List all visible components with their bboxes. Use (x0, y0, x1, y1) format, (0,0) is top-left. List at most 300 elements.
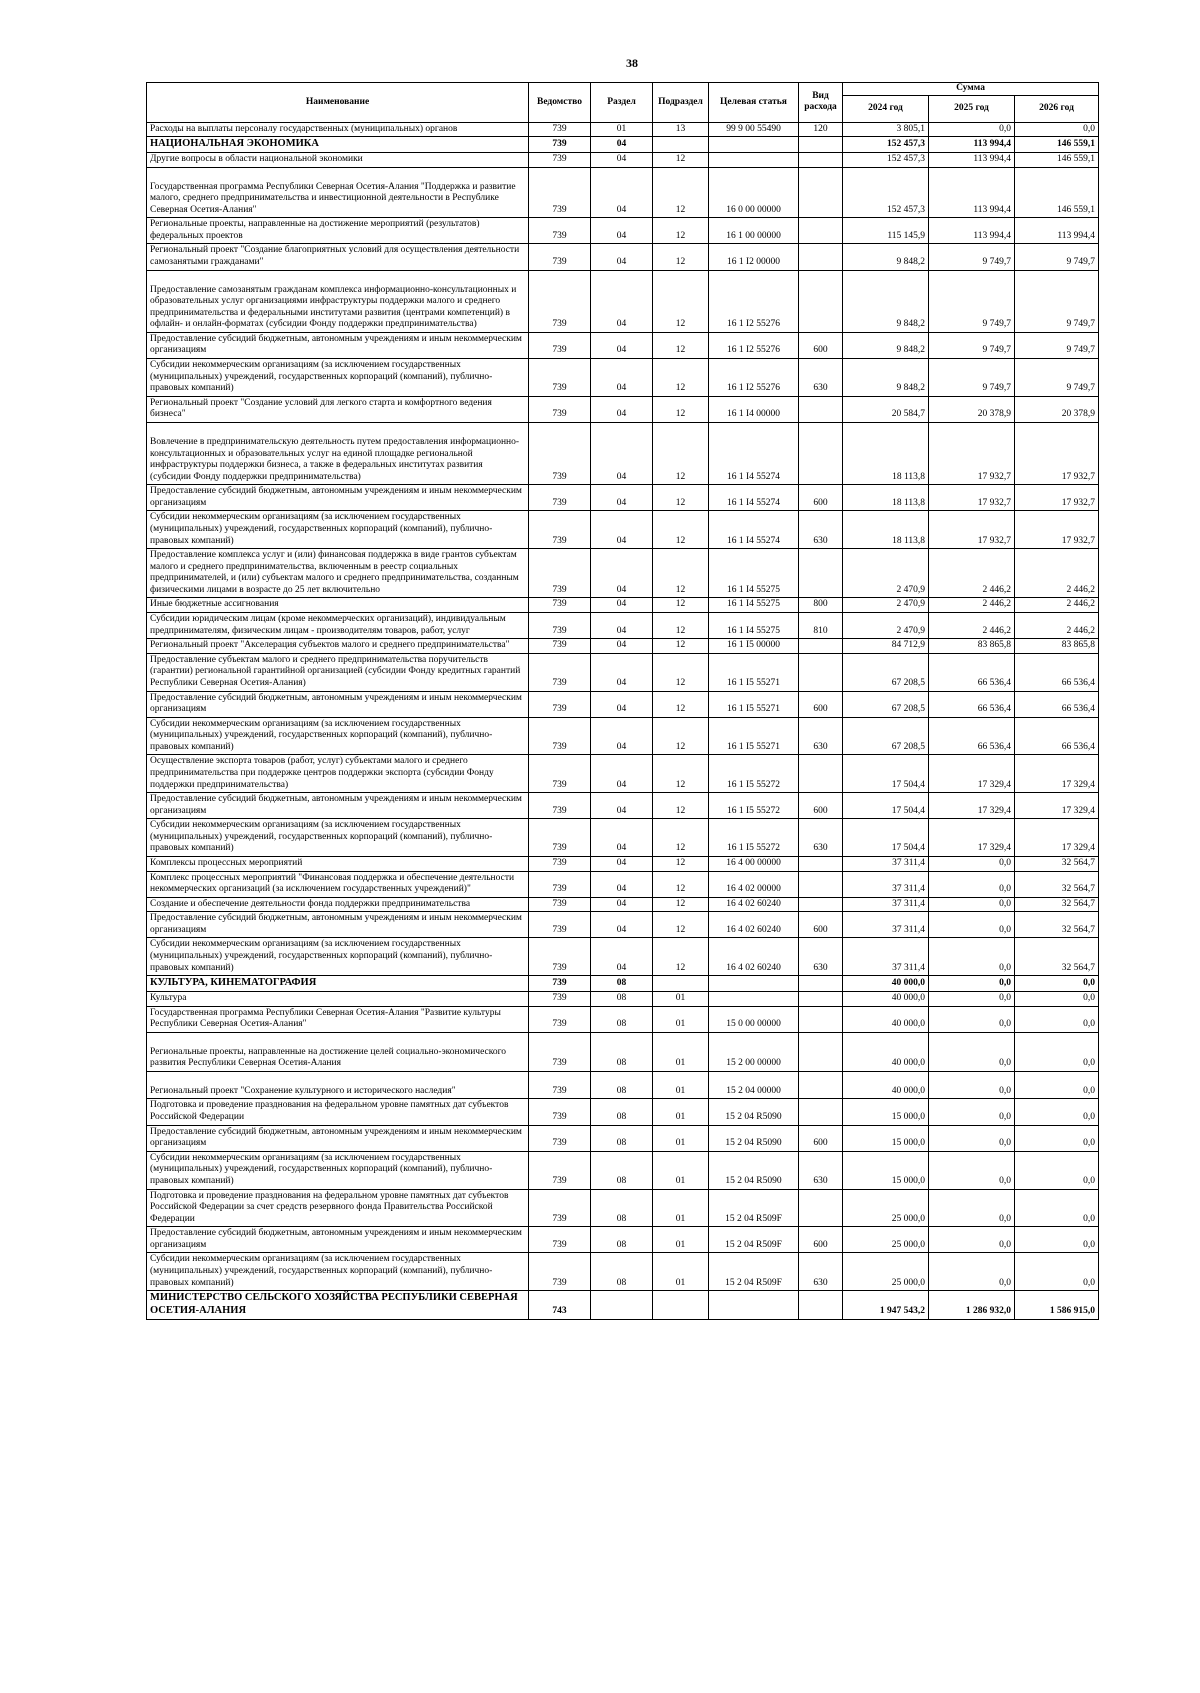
row-dept: 739 (529, 244, 591, 270)
row-amount-2024: 40 000,0 (843, 1006, 929, 1032)
row-amount-2026: 17 329,4 (1015, 793, 1099, 819)
row-exp-type: 630 (799, 717, 843, 755)
row-exp-type (799, 422, 843, 484)
row-amount-2026: 0,0 (1015, 122, 1099, 137)
row-amount-2024: 84 712,9 (843, 639, 929, 654)
row-article: 15 0 00 00000 (709, 1006, 799, 1032)
row-amount-2025: 0,0 (929, 938, 1015, 976)
row-amount-2024: 1 947 543,2 (843, 1291, 929, 1320)
row-amount-2026: 0,0 (1015, 1151, 1099, 1189)
row-subsection: 01 (653, 1099, 709, 1125)
row-dept: 739 (529, 137, 591, 153)
row-amount-2026: 32 564,7 (1015, 857, 1099, 872)
row-amount-2026: 66 536,4 (1015, 717, 1099, 755)
row-dept: 739 (529, 218, 591, 244)
row-amount-2026: 113 994,4 (1015, 218, 1099, 244)
row-exp-type: 630 (799, 511, 843, 549)
row-article: 16 4 02 60240 (709, 938, 799, 976)
row-article (709, 976, 799, 992)
table-row (147, 1006, 1099, 1032)
row-dept: 739 (529, 819, 591, 857)
row-section: 04 (591, 897, 653, 912)
row-amount-2024: 15 000,0 (843, 1151, 929, 1189)
row-amount-2024: 2 470,9 (843, 613, 929, 639)
row-name: Другие вопросы в области национальной экономики (147, 152, 529, 167)
header-row-top (147, 83, 1099, 96)
row-article (709, 152, 799, 167)
row-amount-2026: 83 865,8 (1015, 639, 1099, 654)
row-dept: 739 (529, 857, 591, 872)
row-subsection (653, 1291, 709, 1320)
row-dept: 739 (529, 1151, 591, 1189)
row-article: 16 1 I4 55274 (709, 422, 799, 484)
table-row (147, 1099, 1099, 1125)
header-2026: 2026 год (1015, 95, 1099, 122)
row-subsection: 01 (653, 1151, 709, 1189)
row-section: 08 (591, 1006, 653, 1032)
row-amount-2026: 2 446,2 (1015, 549, 1099, 598)
budget-table (146, 82, 1099, 1320)
table-row (147, 396, 1099, 422)
row-subsection: 01 (653, 1071, 709, 1099)
row-dept: 739 (529, 122, 591, 137)
row-amount-2025: 9 749,7 (929, 332, 1015, 358)
row-dept: 739 (529, 1071, 591, 1099)
row-exp-type: 630 (799, 359, 843, 397)
row-amount-2025: 17 329,4 (929, 819, 1015, 857)
row-section: 04 (591, 270, 653, 332)
row-name: Региональные проекты, направленные на достижение целей социально-экономического развития Республики Северная Осетия-Алания (147, 1032, 529, 1071)
row-dept: 739 (529, 1189, 591, 1227)
row-amount-2026: 9 749,7 (1015, 359, 1099, 397)
row-name: НАЦИОНАЛЬНАЯ ЭКОНОМИКА (147, 137, 529, 153)
row-amount-2025: 9 749,7 (929, 359, 1015, 397)
table-row (147, 857, 1099, 872)
row-amount-2026: 32 564,7 (1015, 938, 1099, 976)
row-exp-type: 600 (799, 1125, 843, 1151)
row-section: 04 (591, 755, 653, 793)
row-amount-2026: 0,0 (1015, 1227, 1099, 1253)
row-amount-2026: 66 536,4 (1015, 653, 1099, 691)
row-subsection: 12 (653, 485, 709, 511)
row-amount-2025: 66 536,4 (929, 691, 1015, 717)
row-article: 16 4 02 00000 (709, 871, 799, 897)
row-amount-2026: 0,0 (1015, 1125, 1099, 1151)
row-article: 15 2 04 00000 (709, 1071, 799, 1099)
row-exp-type (799, 897, 843, 912)
row-subsection: 01 (653, 1253, 709, 1291)
row-amount-2024: 15 000,0 (843, 1099, 929, 1125)
row-amount-2026: 20 378,9 (1015, 396, 1099, 422)
row-amount-2024: 18 113,8 (843, 485, 929, 511)
row-subsection: 12 (653, 755, 709, 793)
table-row (147, 976, 1099, 992)
row-article: 16 4 00 00000 (709, 857, 799, 872)
row-amount-2025: 0,0 (929, 1253, 1015, 1291)
row-amount-2024: 67 208,5 (843, 717, 929, 755)
row-amount-2024: 37 311,4 (843, 897, 929, 912)
row-article: 16 0 00 00000 (709, 167, 799, 218)
row-exp-type (799, 871, 843, 897)
row-article: 15 2 04 R5090 (709, 1151, 799, 1189)
row-article: 15 2 00 00000 (709, 1032, 799, 1071)
row-section: 08 (591, 1189, 653, 1227)
row-subsection: 12 (653, 511, 709, 549)
row-name: Субсидии некоммерческим организациям (за исключением государственных (муниципальных) учреждений, государственных корпораций (компаний), публично-правовых компаний) (147, 1253, 529, 1291)
table-row (147, 793, 1099, 819)
row-amount-2025: 17 932,7 (929, 511, 1015, 549)
row-exp-type: 630 (799, 819, 843, 857)
table-row (147, 871, 1099, 897)
row-exp-type (799, 755, 843, 793)
row-amount-2025: 17 329,4 (929, 793, 1015, 819)
row-name: Расходы на выплаты персоналу государственных (муниципальных) органов (147, 122, 529, 137)
row-article: 15 2 04 R509F (709, 1227, 799, 1253)
header-sum: Сумма (843, 83, 1099, 96)
row-amount-2025: 0,0 (929, 1032, 1015, 1071)
row-dept: 739 (529, 511, 591, 549)
row-amount-2026: 9 749,7 (1015, 270, 1099, 332)
row-exp-type: 120 (799, 122, 843, 137)
row-exp-type (799, 270, 843, 332)
table-row (147, 422, 1099, 484)
row-article: 15 2 04 R5090 (709, 1099, 799, 1125)
row-section: 04 (591, 793, 653, 819)
row-section: 04 (591, 218, 653, 244)
row-dept: 739 (529, 691, 591, 717)
row-amount-2025: 0,0 (929, 871, 1015, 897)
row-article: 99 9 00 55490 (709, 122, 799, 137)
header-exp-type: Вид расхода (799, 83, 843, 123)
row-name: Субсидии некоммерческим организациям (за исключением государственных (муниципальных) учреждений, государственных корпораций (компаний), публично-правовых компаний) (147, 359, 529, 397)
row-amount-2026: 146 559,1 (1015, 137, 1099, 153)
row-amount-2025: 66 536,4 (929, 717, 1015, 755)
row-exp-type (799, 137, 843, 153)
row-name: МИНИСТЕРСТВО СЕЛЬСКОГО ХОЗЯЙСТВА РЕСПУБЛИКИ СЕВЕРНАЯ ОСЕТИЯ-АЛАНИЯ (147, 1291, 529, 1320)
row-name: Комплекс процессных мероприятий "Финансовая поддержка и обеспечение деятельности некоммерческих организаций (за исключением государственных учреждений)" (147, 871, 529, 897)
row-subsection: 12 (653, 332, 709, 358)
row-amount-2025: 17 932,7 (929, 422, 1015, 484)
row-dept: 739 (529, 332, 591, 358)
row-article: 16 1 I5 55271 (709, 653, 799, 691)
table-row (147, 653, 1099, 691)
row-section: 04 (591, 332, 653, 358)
row-subsection: 12 (653, 639, 709, 654)
row-amount-2024: 152 457,3 (843, 137, 929, 153)
row-amount-2026: 32 564,7 (1015, 897, 1099, 912)
row-exp-type (799, 244, 843, 270)
row-amount-2026: 9 749,7 (1015, 244, 1099, 270)
row-article: 15 2 04 R5090 (709, 1125, 799, 1151)
row-subsection: 12 (653, 717, 709, 755)
row-exp-type (799, 549, 843, 598)
row-subsection: 12 (653, 613, 709, 639)
table-row (147, 511, 1099, 549)
row-amount-2025: 0,0 (929, 122, 1015, 137)
row-amount-2025: 9 749,7 (929, 270, 1015, 332)
row-amount-2024: 9 848,2 (843, 244, 929, 270)
row-amount-2026: 17 329,4 (1015, 755, 1099, 793)
row-name: Иные бюджетные ассигнования (147, 598, 529, 613)
row-amount-2026: 17 329,4 (1015, 819, 1099, 857)
row-dept: 739 (529, 897, 591, 912)
header-2024: 2024 год (843, 95, 929, 122)
row-amount-2026: 66 536,4 (1015, 691, 1099, 717)
row-section: 08 (591, 1253, 653, 1291)
row-amount-2024: 67 208,5 (843, 691, 929, 717)
row-name: Создание и обеспечение деятельности фонда поддержки предпринимательства (147, 897, 529, 912)
row-section: 04 (591, 598, 653, 613)
row-exp-type (799, 857, 843, 872)
row-amount-2024: 40 000,0 (843, 976, 929, 992)
header-article: Целевая статья (709, 83, 799, 123)
row-amount-2025: 113 994,4 (929, 218, 1015, 244)
row-section: 04 (591, 485, 653, 511)
row-exp-type (799, 1032, 843, 1071)
row-article: 15 2 04 R509F (709, 1189, 799, 1227)
row-dept: 739 (529, 1006, 591, 1032)
row-amount-2024: 17 504,4 (843, 755, 929, 793)
row-subsection: 12 (653, 152, 709, 167)
row-section: 08 (591, 1151, 653, 1189)
row-article: 16 1 I2 55276 (709, 332, 799, 358)
row-section: 04 (591, 653, 653, 691)
row-section: 04 (591, 871, 653, 897)
row-exp-type: 630 (799, 1151, 843, 1189)
row-dept: 739 (529, 938, 591, 976)
row-subsection: 12 (653, 897, 709, 912)
row-name: Предоставление субсидий бюджетным, автономным учреждениям и иным некоммерческим организациям (147, 332, 529, 358)
row-dept: 739 (529, 549, 591, 598)
row-section: 04 (591, 359, 653, 397)
row-dept: 739 (529, 912, 591, 938)
header-2025: 2025 год (929, 95, 1015, 122)
row-dept: 739 (529, 167, 591, 218)
row-dept: 739 (529, 1125, 591, 1151)
header-subsection: Подраздел (653, 83, 709, 123)
row-exp-type (799, 976, 843, 992)
row-amount-2024: 17 504,4 (843, 819, 929, 857)
row-dept: 739 (529, 992, 591, 1007)
row-article: 16 1 I2 00000 (709, 244, 799, 270)
row-section: 04 (591, 613, 653, 639)
row-section: 08 (591, 1032, 653, 1071)
table-row (147, 549, 1099, 598)
row-subsection: 12 (653, 938, 709, 976)
table-row (147, 992, 1099, 1007)
row-subsection: 01 (653, 992, 709, 1007)
row-subsection: 01 (653, 1006, 709, 1032)
table-row (147, 485, 1099, 511)
row-subsection: 12 (653, 396, 709, 422)
row-amount-2024: 67 208,5 (843, 653, 929, 691)
row-section: 08 (591, 1099, 653, 1125)
row-exp-type: 630 (799, 938, 843, 976)
row-exp-type: 810 (799, 613, 843, 639)
row-amount-2025: 17 329,4 (929, 755, 1015, 793)
row-amount-2026: 2 446,2 (1015, 598, 1099, 613)
row-dept: 739 (529, 1099, 591, 1125)
page-number: 38 (626, 56, 638, 70)
row-exp-type: 600 (799, 912, 843, 938)
row-dept: 739 (529, 1032, 591, 1071)
row-name: Региональный проект "Акселерация субъектов малого и среднего предпринимательства" (147, 639, 529, 654)
row-section: 04 (591, 717, 653, 755)
row-article: 16 1 00 00000 (709, 218, 799, 244)
row-section: 08 (591, 1125, 653, 1151)
row-amount-2024: 18 113,8 (843, 511, 929, 549)
row-amount-2025: 66 536,4 (929, 653, 1015, 691)
row-name: Субсидии некоммерческим организациям (за исключением государственных (муниципальных) учреждений, государственных корпораций (компаний), публично-правовых компаний) (147, 819, 529, 857)
row-amount-2024: 37 311,4 (843, 912, 929, 938)
row-dept: 739 (529, 976, 591, 992)
row-article: 16 1 I5 00000 (709, 639, 799, 654)
row-section: 04 (591, 691, 653, 717)
row-amount-2024: 9 848,2 (843, 332, 929, 358)
row-article: 16 1 I5 55272 (709, 755, 799, 793)
row-subsection: 12 (653, 598, 709, 613)
row-amount-2026: 2 446,2 (1015, 613, 1099, 639)
table-row (147, 244, 1099, 270)
table-row (147, 639, 1099, 654)
row-section: 04 (591, 167, 653, 218)
row-name: Подготовка и проведение празднования на федеральном уровне памятных дат субъектов Российской Федерации (147, 1099, 529, 1125)
row-amount-2025: 0,0 (929, 1189, 1015, 1227)
row-name: Предоставление комплекса услуг и (или) финансовая поддержка в виде грантов субъектам малого и среднего предпринимательства, включенным в реестр социальных предпринимателей, и (или) субъектам малого и среднего предпринимательства, созданным физическими лицами в возрасте до 25 лет включительно (147, 549, 529, 598)
row-amount-2025: 0,0 (929, 1099, 1015, 1125)
row-section: 04 (591, 152, 653, 167)
row-article: 16 1 I4 55275 (709, 549, 799, 598)
row-section: 04 (591, 912, 653, 938)
table-row (147, 137, 1099, 153)
table-row (147, 1253, 1099, 1291)
row-exp-type (799, 167, 843, 218)
row-article: 15 2 04 R509F (709, 1253, 799, 1291)
row-name: Предоставление субсидий бюджетным, автономным учреждениям и иным некоммерческим организациям (147, 1125, 529, 1151)
row-amount-2026: 32 564,7 (1015, 912, 1099, 938)
row-subsection: 12 (653, 549, 709, 598)
row-amount-2025: 2 446,2 (929, 598, 1015, 613)
row-subsection: 12 (653, 270, 709, 332)
row-name: Субсидии юридическим лицам (кроме некоммерческих организаций), индивидуальным предпринимателям, физическим лицам - производителям товаров, работ, услуг (147, 613, 529, 639)
row-exp-type (799, 396, 843, 422)
row-article: 16 1 I2 55276 (709, 359, 799, 397)
row-amount-2024: 2 470,9 (843, 598, 929, 613)
row-amount-2024: 37 311,4 (843, 871, 929, 897)
row-name: Предоставление субсидий бюджетным, автономным учреждениям и иным некоммерческим организациям (147, 485, 529, 511)
row-subsection: 01 (653, 1227, 709, 1253)
row-amount-2024: 3 805,1 (843, 122, 929, 137)
row-name: Предоставление самозанятым гражданам комплекса информационно-консультационных и образовательных услуг организациями инфраструктуры поддержки малого и среднего предпринимательства и федеральными институтами развития (центрами компетенций) в офлайн- и онлайн-форматах (субсидии Фонду поддержки предпринимательства) (147, 270, 529, 332)
row-dept: 739 (529, 653, 591, 691)
row-name: Государственная программа Республики Северная Осетия-Алания "Развитие культуры Республики Северная Осетия-Алания" (147, 1006, 529, 1032)
row-dept: 739 (529, 755, 591, 793)
row-article: 16 4 02 60240 (709, 912, 799, 938)
row-amount-2026: 0,0 (1015, 992, 1099, 1007)
row-section: 04 (591, 549, 653, 598)
row-subsection: 12 (653, 359, 709, 397)
row-name: Предоставление субъектам малого и среднего предпринимательства поручительств (гарантии) региональной гарантийной организацией (субсидии Фонду кредитных гарантий Республики Северная Осетия-Алания) (147, 653, 529, 691)
row-subsection: 13 (653, 122, 709, 137)
row-name: Предоставление субсидий бюджетным, автономным учреждениям и иным некоммерческим организациям (147, 912, 529, 938)
header-dept: Ведомство (529, 83, 591, 123)
row-exp-type: 600 (799, 332, 843, 358)
row-amount-2025: 0,0 (929, 1071, 1015, 1099)
row-amount-2024: 25 000,0 (843, 1227, 929, 1253)
row-dept: 739 (529, 1253, 591, 1291)
row-subsection (653, 137, 709, 153)
row-dept: 739 (529, 613, 591, 639)
row-amount-2024: 17 504,4 (843, 793, 929, 819)
row-name: Региональные проекты, направленные на достижение мероприятий (результатов) федеральных проектов (147, 218, 529, 244)
row-amount-2026: 146 559,1 (1015, 152, 1099, 167)
row-dept: 739 (529, 598, 591, 613)
row-section: 04 (591, 857, 653, 872)
row-section: 08 (591, 1071, 653, 1099)
row-article (709, 1291, 799, 1320)
row-article: 16 1 I4 55274 (709, 485, 799, 511)
row-exp-type: 600 (799, 691, 843, 717)
row-subsection: 12 (653, 857, 709, 872)
row-name: Региональный проект "Создание благоприятных условий для осуществления деятельности самозанятыми гражданами" (147, 244, 529, 270)
row-amount-2024: 9 848,2 (843, 359, 929, 397)
row-amount-2026: 0,0 (1015, 1071, 1099, 1099)
row-exp-type (799, 218, 843, 244)
table-body (147, 122, 1099, 1319)
row-amount-2024: 37 311,4 (843, 938, 929, 976)
table-row (147, 167, 1099, 218)
row-amount-2025: 20 378,9 (929, 396, 1015, 422)
row-amount-2025: 113 994,4 (929, 137, 1015, 153)
row-amount-2024: 115 145,9 (843, 218, 929, 244)
row-amount-2026: 0,0 (1015, 1032, 1099, 1071)
row-amount-2025: 83 865,8 (929, 639, 1015, 654)
row-article: 16 1 I5 55271 (709, 691, 799, 717)
row-article: 16 1 I5 55271 (709, 717, 799, 755)
table-row (147, 1125, 1099, 1151)
row-section: 04 (591, 244, 653, 270)
row-amount-2026: 0,0 (1015, 1253, 1099, 1291)
row-section: 04 (591, 639, 653, 654)
row-name: Субсидии некоммерческим организациям (за исключением государственных (муниципальных) учреждений, государственных корпораций (компаний), публично-правовых компаний) (147, 1151, 529, 1189)
row-dept: 739 (529, 871, 591, 897)
row-amount-2026: 1 586 915,0 (1015, 1291, 1099, 1320)
row-section: 04 (591, 511, 653, 549)
row-name: Региональный проект "Создание условий для легкого старта и комфортного ведения бизнеса" (147, 396, 529, 422)
row-amount-2026: 17 932,7 (1015, 422, 1099, 484)
row-subsection: 12 (653, 422, 709, 484)
row-dept: 743 (529, 1291, 591, 1320)
row-subsection: 12 (653, 218, 709, 244)
row-article: 16 1 I4 00000 (709, 396, 799, 422)
table-row (147, 1227, 1099, 1253)
table-row (147, 152, 1099, 167)
row-amount-2025: 113 994,4 (929, 167, 1015, 218)
row-subsection: 12 (653, 244, 709, 270)
row-amount-2025: 9 749,7 (929, 244, 1015, 270)
row-amount-2026: 0,0 (1015, 1006, 1099, 1032)
row-exp-type (799, 1189, 843, 1227)
row-article: 16 1 I4 55274 (709, 511, 799, 549)
row-amount-2026: 146 559,1 (1015, 167, 1099, 218)
row-amount-2025: 0,0 (929, 1151, 1015, 1189)
row-article: 16 1 I5 55272 (709, 793, 799, 819)
row-section: 04 (591, 396, 653, 422)
row-amount-2024: 18 113,8 (843, 422, 929, 484)
row-exp-type (799, 1099, 843, 1125)
table-row (147, 332, 1099, 358)
table-row (147, 218, 1099, 244)
